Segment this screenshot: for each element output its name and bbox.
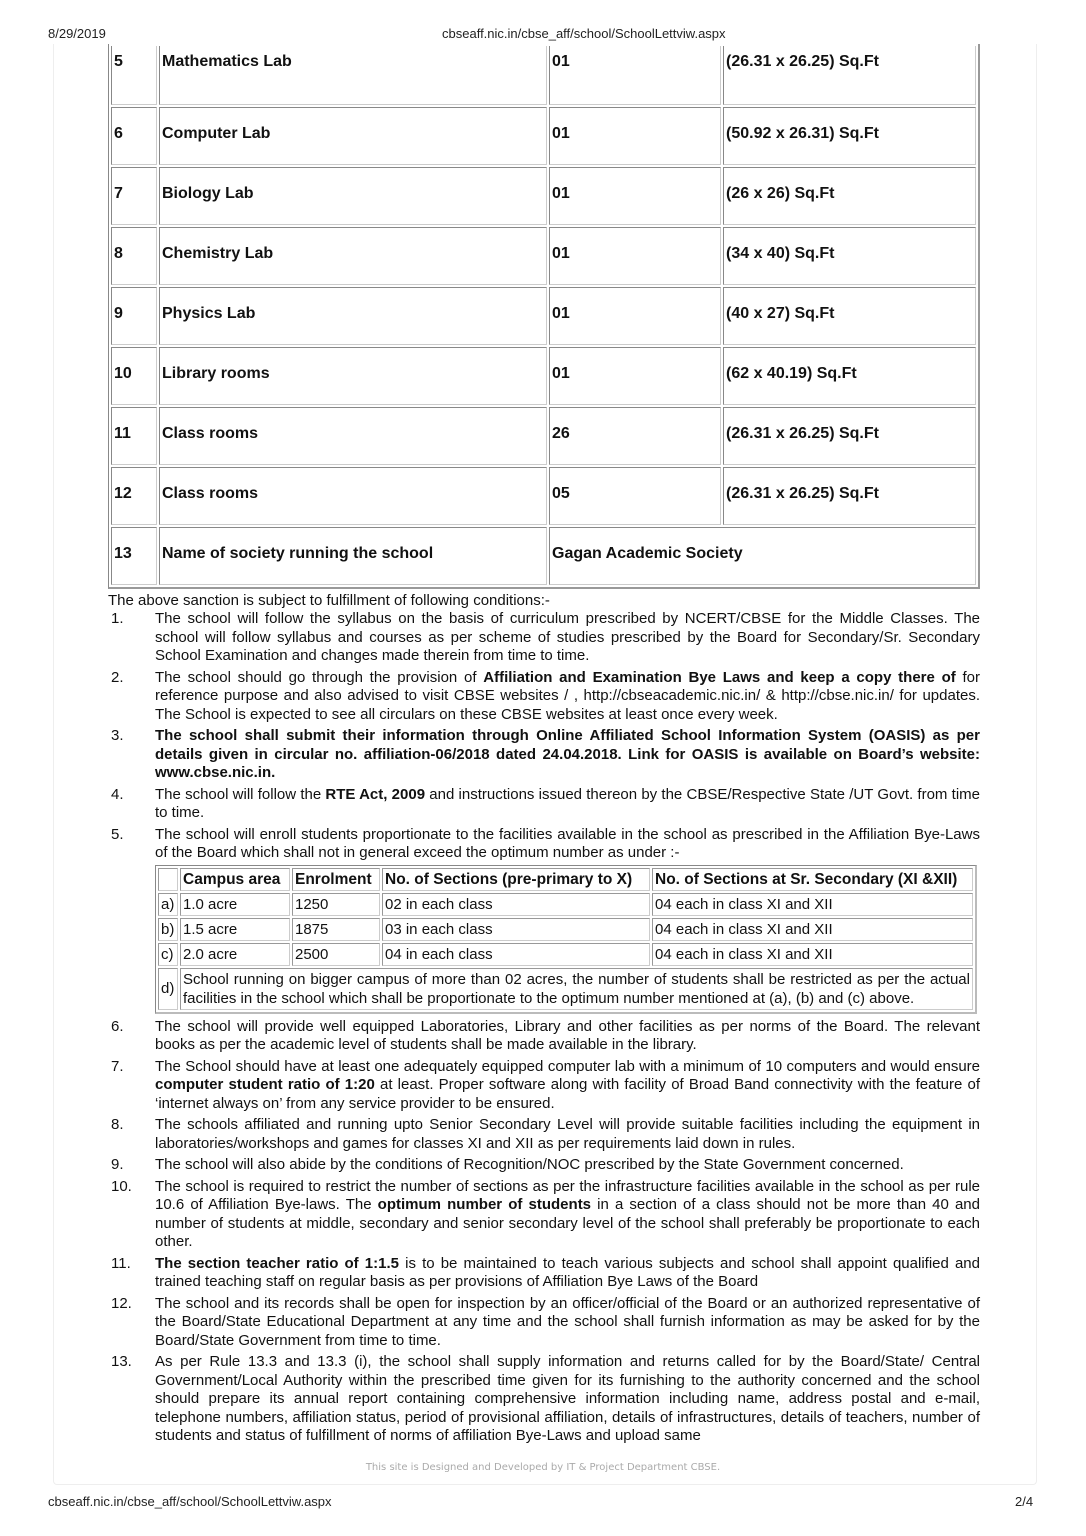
facility-row	[111, 467, 976, 525]
facility-number: 7	[111, 167, 157, 225]
sections-cell: 02 in each class	[382, 893, 650, 916]
facility-size: (26.31 x 26.25) Sq.Ft	[723, 46, 976, 105]
facility-row	[111, 107, 976, 165]
sections-cell: b)	[158, 918, 178, 941]
condition-text	[155, 1018, 980, 1054]
letter-content	[108, 44, 980, 1449]
sections-header-cell: Enrolment	[292, 868, 380, 891]
condition-segment: in a section of a class should not be more than 40 and number of students at middle, secondary and senior secondary level of the school shall preferably be proportionate to each other.	[155, 1196, 980, 1250]
condition-item	[108, 1156, 980, 1175]
condition-text	[155, 1353, 980, 1444]
print-date: 8/29/2019	[48, 26, 106, 41]
facility-number: 5	[111, 46, 157, 105]
facility-size: (34 x 40) Sq.Ft	[723, 227, 976, 285]
condition-segment: As per Rule 13.3 and 13.3 (i), the school shall supply information and returns called for by the Board/State/ Central Government/Local Authority within the prescribed time given for its furnishing to the authority concerned and the school should prepare its annual report containing comprehensive information including name, address postal and e-mail, telephone numbers, affiliation status, period of provisional affiliation, details of infrastructures, details of teachers, number of students and status of fulfillment of norms of affiliation Bye-Laws and upload same	[155, 1353, 980, 1444]
sections-cell: 04 each in class XI and XII	[652, 918, 973, 941]
sections-row	[158, 893, 973, 916]
condition-item	[108, 1295, 980, 1351]
facility-count: 01	[549, 227, 721, 285]
facility-size: (62 x 40.19) Sq.Ft	[723, 347, 976, 405]
facility-row	[111, 347, 976, 405]
facility-number: 6	[111, 107, 157, 165]
facility-row	[111, 227, 976, 285]
condition-text	[155, 1255, 980, 1291]
facility-number: 10	[111, 347, 157, 405]
condition-segment: The school will follow the	[155, 785, 326, 803]
facility-number: 8	[111, 227, 157, 285]
sections-cell: 2.0 acre	[180, 943, 290, 966]
condition-item	[108, 1058, 980, 1114]
condition-emphasis: Affiliation and Examination Bye Laws and keep a copy there of	[483, 668, 956, 686]
sections-cell: 1.0 acre	[180, 893, 290, 916]
condition-number: 6.	[111, 1017, 124, 1035]
condition-item	[108, 1255, 980, 1292]
condition-number: 13.	[111, 1353, 132, 1370]
facility-size: (26.31 x 26.25) Sq.Ft	[723, 407, 976, 465]
facility-name: Library rooms	[159, 347, 547, 405]
facility-size: (26.31 x 26.25) Sq.Ft	[723, 467, 976, 525]
condition-segment: The school will follow the syllabus on the basis of curriculum prescribed by NCERT/CBSE for the Middle Classes. The school will follow syllabus and courses as per scheme of studies prescribed by the Board for Secondary/Sr. Secondary School Examination and changes made therein from time to time.	[155, 610, 980, 664]
sections-row	[158, 943, 973, 966]
condition-emphasis: optimum number of students	[377, 1196, 592, 1213]
facility-name: Mathematics Lab	[159, 46, 547, 105]
sections-cell: 03 in each class	[382, 918, 650, 941]
conditions-intro: The above sanction is subject to fulfillment of following conditions:-	[108, 592, 550, 609]
sections-cell: 1250	[292, 893, 380, 916]
sections-header-cell: Campus area	[180, 868, 290, 891]
condition-emphasis: RTE Act, 2009	[325, 785, 426, 803]
sections-cell: a)	[158, 893, 178, 916]
sections-header-cell: No. of Sections at Sr. Secondary (XI &XII)	[652, 868, 973, 891]
condition-number: 12.	[111, 1294, 132, 1312]
condition-number: 3.	[111, 727, 124, 744]
condition-number: 9.	[111, 1156, 124, 1173]
condition-segment: The school and its records shall be open for inspection by an officer/official of the Board or an authorized representative of the Board/State Educational Department at any time and the school shall furnish information as may be asked for by the Board/State Government from time to time.	[155, 1294, 980, 1349]
print-header	[0, 26, 1086, 44]
facility-row	[111, 46, 976, 105]
facility-row	[111, 287, 976, 345]
sections-header-cell: No. of Sections (pre-primary to X)	[382, 868, 650, 891]
condition-number: 11.	[111, 1254, 131, 1272]
facility-number: 12	[111, 467, 157, 525]
condition-item	[108, 786, 980, 823]
facility-row	[111, 167, 976, 225]
society-name: Gagan Academic Society	[549, 527, 976, 585]
facility-name: Class rooms	[159, 467, 547, 525]
condition-text	[155, 1295, 980, 1349]
condition-number: 2.	[111, 668, 124, 686]
condition-item	[108, 669, 980, 725]
condition-item	[108, 1353, 980, 1446]
sections-cell: 04 in each class	[382, 943, 650, 966]
condition-segment: The school should go through the provision of	[155, 668, 484, 686]
facility-row	[111, 407, 976, 465]
sections-note-text: School running on bigger campus of more than 02 acres, the number of students shall be restricted as per the actual facilities in the school which shall be proportionate to the optimum number mentioned at (a), (b) and (c) above.	[180, 968, 973, 1010]
society-number: 13	[111, 527, 157, 585]
condition-text	[155, 727, 980, 781]
condition-item	[108, 1018, 980, 1055]
facility-number: 11	[111, 407, 157, 465]
facility-name: Chemistry Lab	[159, 227, 547, 285]
condition-item	[108, 1116, 980, 1153]
conditions-list	[108, 610, 980, 1446]
facility-count: 01	[549, 107, 721, 165]
condition-number: 8.	[111, 1116, 124, 1133]
condition-item	[108, 727, 980, 783]
condition-text	[155, 786, 980, 822]
society-label: Name of society running the school	[159, 527, 547, 585]
facility-size: (50.92 x 26.31) Sq.Ft	[723, 107, 976, 165]
facility-count: 01	[549, 287, 721, 345]
condition-number: 4.	[111, 785, 124, 803]
sections-cell: 2500	[292, 943, 380, 966]
sections-header-cell	[158, 868, 178, 891]
condition-segment: The school will provide well equipped Laboratories, Library and other facilities as per norms of the Board. The relevant books as per the academic level of students shall be made available in the library.	[155, 1017, 980, 1053]
facility-count: 05	[549, 467, 721, 525]
condition-segment: The schools affiliated and running upto Senior Secondary Level will provide suitable facilities including the equipment in laboratories/workshops and games for classes XI and XII as per requirements laid down in rules.	[155, 1116, 980, 1152]
condition-text	[155, 1058, 980, 1112]
sections-row	[158, 918, 973, 941]
enrolment-sections-table	[155, 865, 977, 1014]
page-number: 2/4	[1015, 1494, 1034, 1509]
facility-size: (26 x 26) Sq.Ft	[723, 167, 976, 225]
condition-segment: The School should have at least one adequately equipped computer lab with a minimum of 10 computers and would ensure	[155, 1057, 980, 1075]
condition-text	[155, 1156, 904, 1173]
condition-segment: for reference purpose and also advised to visit CBSE websites / , http://cbseacademic.nic.in/ & http://cbse.nic.in/ for updates. The School is expected to see all circulars on these CBSE websites at least once every week.	[155, 668, 980, 723]
condition-number: 5.	[111, 825, 124, 843]
facility-name: Class rooms	[159, 407, 547, 465]
condition-segment: The school will also abide by the conditions of Recognition/NOC prescribed by the State Government concerned.	[155, 1156, 904, 1173]
condition-item	[108, 610, 980, 666]
condition-text	[155, 1178, 980, 1251]
footer-url: cbseaff.nic.in/cbse_aff/school/SchoolLettviw.aspx	[48, 1494, 332, 1509]
print-url: cbseaff.nic.in/cbse_aff/school/SchoolLettviw.aspx	[442, 26, 726, 41]
condition-text	[155, 826, 980, 862]
sections-note-row	[158, 968, 973, 1010]
facility-count: 01	[549, 46, 721, 105]
condition-segment: The school is required to restrict the number of sections as per the infrastructure facilities available in the school as per rule 10.6 of Affiliation Bye-laws. The	[155, 1177, 980, 1213]
facility-name: Computer Lab	[159, 107, 547, 165]
society-row	[111, 527, 976, 585]
sections-cell: 04 each in class XI and XII	[652, 893, 973, 916]
condition-number: 7.	[111, 1057, 124, 1075]
sections-header-row	[158, 868, 973, 891]
condition-text	[155, 610, 980, 664]
condition-item	[108, 1178, 980, 1252]
sections-cell: c)	[158, 943, 178, 966]
sections-cell: 1875	[292, 918, 380, 941]
sections-cell: 1.5 acre	[180, 918, 290, 941]
condition-emphasis: The school shall submit their information through Online Affiliated School Information System (OASIS) as per details given in circular no. affiliation-06/2018 dated 24.04.2018. Link for OASIS is available on Board’s website: www.cbse.nic.in.	[155, 727, 980, 781]
sections-cell: 04 each in class XI and XII	[652, 943, 973, 966]
condition-segment: at least. Proper software along with facility of Broad Band connectivity with the feature of ‘internet always on’ from any service provider to be ensured.	[155, 1076, 981, 1112]
condition-emphasis: computer student ratio of 1:20	[155, 1076, 375, 1093]
facility-number: 9	[111, 287, 157, 345]
condition-text	[155, 1116, 980, 1152]
sections-note-label: d)	[158, 968, 178, 1010]
condition-segment: is to be maintained to teach various subjects and school shall appoint qualified and trained teaching staff on regular basis as per provisions of Affiliation Bye Laws of the Board	[155, 1254, 980, 1290]
facility-name: Biology Lab	[159, 167, 547, 225]
condition-number: 10.	[111, 1177, 132, 1195]
facilities-table	[108, 44, 980, 589]
condition-segment: and instructions issued thereon by the CBSE/Respective State /UT Govt. from time to time.	[155, 785, 980, 821]
condition-number: 1.	[111, 610, 124, 627]
site-credit: This site is Designed and Developed by IT & Project Department CBSE.	[365, 1462, 721, 1473]
facility-count: 01	[549, 347, 721, 405]
condition-item	[108, 826, 980, 1014]
facility-size: (40 x 27) Sq.Ft	[723, 287, 976, 345]
facility-name: Physics Lab	[159, 287, 547, 345]
facility-count: 01	[549, 167, 721, 225]
condition-emphasis: The section teacher ratio of 1:1.5	[155, 1254, 399, 1272]
condition-text	[155, 669, 980, 723]
facility-count: 26	[549, 407, 721, 465]
condition-segment: The school will enroll students proportionate to the facilities available in the school as prescribed in the Affiliation Bye-Laws of the Board which shall not in general exceed the optimum number as under :-	[155, 825, 980, 861]
